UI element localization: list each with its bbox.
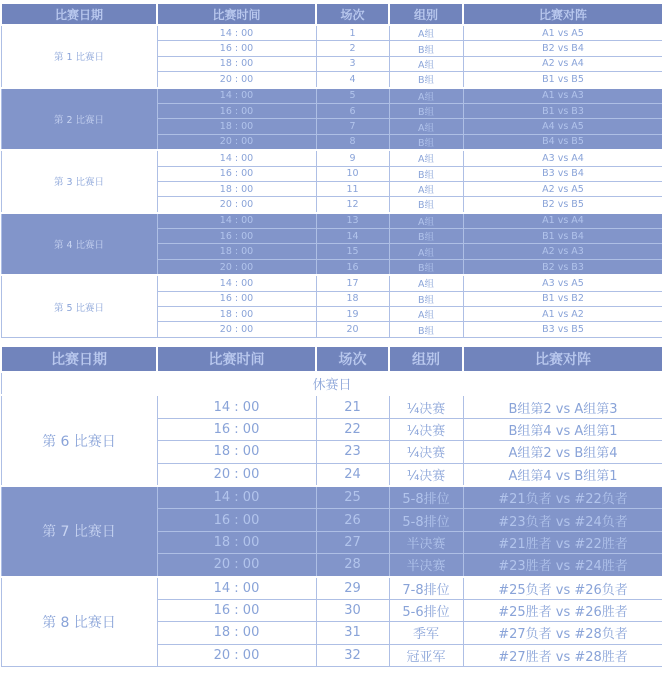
time-cell: 14 : 00 — [157, 150, 316, 166]
matchup-cell: A1 vs A2 — [463, 307, 662, 322]
group-cell: 半决赛 — [389, 531, 463, 553]
match-no-cell: 1 — [316, 25, 389, 41]
matchup-cell: A组第2 vs B组第4 — [463, 441, 662, 463]
match-no-cell: 21 — [316, 395, 389, 418]
matchup-cell: #23胜者 vs #24胜者 — [463, 554, 662, 577]
group-cell: 半决赛 — [389, 554, 463, 577]
matchup-cell: B组第4 vs A组第1 — [463, 418, 662, 440]
day-cell: 第 8 比赛日 — [1, 577, 157, 667]
matchup-cell: B3 vs B5 — [463, 322, 662, 337]
group-cell: 季军 — [389, 622, 463, 644]
group-cell: A组 — [389, 181, 463, 196]
time-cell: 14 : 00 — [157, 395, 316, 418]
group-cell: ¼决赛 — [389, 441, 463, 463]
playoff-schedule-table — [0, 345, 662, 667]
time-cell: 14 : 00 — [157, 25, 316, 41]
group-cell: ¼决赛 — [389, 463, 463, 486]
group-cell: 5-6排位 — [389, 599, 463, 621]
time-cell: 20 : 00 — [157, 644, 316, 666]
match-no-cell: 10 — [316, 166, 389, 181]
match-no-cell: 19 — [316, 307, 389, 322]
time-cell: 20 : 00 — [157, 259, 316, 275]
match-no-cell: 20 — [316, 322, 389, 337]
group-cell: A组 — [389, 150, 463, 166]
match-no-cell: 17 — [316, 275, 389, 291]
matchup-cell: #27胜者 vs #28胜者 — [463, 644, 662, 666]
time-cell: 16 : 00 — [157, 103, 316, 118]
time-cell: 14 : 00 — [157, 275, 316, 291]
match-no-cell: 27 — [316, 531, 389, 553]
matchup-cell: A2 vs A3 — [463, 244, 662, 259]
matchup-cell: #23负者 vs #24负者 — [463, 509, 662, 531]
matchup-cell: A3 vs A5 — [463, 275, 662, 291]
group-cell: B组 — [389, 72, 463, 88]
match-no-cell: 25 — [316, 486, 389, 509]
column-header-matchup: 比赛对阵 — [463, 3, 662, 25]
matchup-cell: A2 vs A4 — [463, 56, 662, 71]
matchup-cell: B1 vs B5 — [463, 72, 662, 88]
matchup-cell: A3 vs A4 — [463, 150, 662, 166]
column-header-match-no: 场次 — [316, 346, 389, 372]
time-cell: 14 : 00 — [157, 213, 316, 229]
rest-day-row — [1, 372, 662, 395]
column-header-time: 比赛时间 — [157, 3, 316, 25]
schedule-row — [1, 577, 662, 600]
match-no-cell: 9 — [316, 150, 389, 166]
match-no-cell: 5 — [316, 88, 389, 104]
time-cell: 18 : 00 — [157, 56, 316, 71]
group-cell: A组 — [389, 307, 463, 322]
group-cell: B组 — [389, 103, 463, 118]
match-no-cell: 2 — [316, 41, 389, 56]
match-no-cell: 31 — [316, 622, 389, 644]
matchup-cell: A1 vs A3 — [463, 88, 662, 104]
match-no-cell: 12 — [316, 197, 389, 213]
day-cell: 第 3 比赛日 — [1, 150, 157, 213]
match-no-cell: 32 — [316, 644, 389, 666]
time-cell: 16 : 00 — [157, 599, 316, 621]
matchup-cell: A1 vs A5 — [463, 25, 662, 41]
group-cell: 冠亚军 — [389, 644, 463, 666]
matchup-cell: B4 vs B5 — [463, 134, 662, 150]
time-cell: 18 : 00 — [157, 307, 316, 322]
column-header-group: 组别 — [389, 3, 463, 25]
day-cell: 第 4 比赛日 — [1, 213, 157, 276]
matchup-cell: B2 vs B4 — [463, 41, 662, 56]
match-no-cell: 6 — [316, 103, 389, 118]
match-no-cell: 18 — [316, 291, 389, 306]
schedule-row — [1, 395, 662, 418]
group-cell: B组 — [389, 134, 463, 150]
group-cell: A组 — [389, 275, 463, 291]
time-cell: 16 : 00 — [157, 418, 316, 440]
match-no-cell: 8 — [316, 134, 389, 150]
match-no-cell: 22 — [316, 418, 389, 440]
group-stage-schedule-table — [0, 2, 662, 338]
time-cell: 16 : 00 — [157, 509, 316, 531]
rest-day-cell: 休赛日 — [1, 372, 662, 395]
group-cell: B组 — [389, 291, 463, 306]
time-cell: 20 : 00 — [157, 554, 316, 577]
column-header-time: 比赛时间 — [157, 346, 316, 372]
header-row — [1, 3, 662, 25]
day-cell: 第 7 比赛日 — [1, 486, 157, 577]
matchup-cell: B1 vs B4 — [463, 229, 662, 244]
time-cell: 20 : 00 — [157, 72, 316, 88]
matchup-cell: A组第4 vs B组第1 — [463, 463, 662, 486]
time-cell: 20 : 00 — [157, 134, 316, 150]
group-cell: 5-8排位 — [389, 486, 463, 509]
group-cell: B组 — [389, 166, 463, 181]
matchup-cell: A2 vs A5 — [463, 181, 662, 196]
match-no-cell: 29 — [316, 577, 389, 600]
matchup-cell: #25负者 vs #26负者 — [463, 577, 662, 600]
match-no-cell: 3 — [316, 56, 389, 71]
match-no-cell: 14 — [316, 229, 389, 244]
column-header-matchup: 比赛对阵 — [463, 346, 662, 372]
time-cell: 14 : 00 — [157, 88, 316, 104]
time-cell: 18 : 00 — [157, 181, 316, 196]
group-cell: 7-8排位 — [389, 577, 463, 600]
group-cell: B组 — [389, 229, 463, 244]
group-cell: A组 — [389, 213, 463, 229]
time-cell: 14 : 00 — [157, 577, 316, 600]
match-no-cell: 13 — [316, 213, 389, 229]
group-cell: A组 — [389, 119, 463, 134]
group-cell: 5-8排位 — [389, 509, 463, 531]
matchup-cell: #27负者 vs #28负者 — [463, 622, 662, 644]
schedule-row — [1, 486, 662, 509]
day-cell: 第 1 比赛日 — [1, 25, 157, 88]
matchup-cell: B2 vs B3 — [463, 259, 662, 275]
matchup-cell: #21胜者 vs #22胜者 — [463, 531, 662, 553]
group-cell: ¼决赛 — [389, 418, 463, 440]
schedule-row — [1, 88, 662, 104]
time-cell: 16 : 00 — [157, 166, 316, 181]
schedule-row — [1, 213, 662, 229]
matchup-cell: B2 vs B5 — [463, 197, 662, 213]
day-cell: 第 2 比赛日 — [1, 88, 157, 151]
time-cell: 18 : 00 — [157, 244, 316, 259]
match-no-cell: 15 — [316, 244, 389, 259]
match-no-cell: 24 — [316, 463, 389, 486]
time-cell: 16 : 00 — [157, 41, 316, 56]
schedule-row — [1, 25, 662, 41]
time-cell: 18 : 00 — [157, 622, 316, 644]
time-cell: 20 : 00 — [157, 322, 316, 337]
match-no-cell: 30 — [316, 599, 389, 621]
matchup-cell: A4 vs A5 — [463, 119, 662, 134]
schedule-row — [1, 150, 662, 166]
matchup-cell: #25胜者 vs #26胜者 — [463, 599, 662, 621]
match-no-cell: 23 — [316, 441, 389, 463]
group-cell: A组 — [389, 25, 463, 41]
column-header-match-no: 场次 — [316, 3, 389, 25]
match-no-cell: 7 — [316, 119, 389, 134]
group-cell: B组 — [389, 41, 463, 56]
matchup-cell: B1 vs B3 — [463, 103, 662, 118]
group-cell: A组 — [389, 244, 463, 259]
time-cell: 14 : 00 — [157, 486, 316, 509]
time-cell: 18 : 00 — [157, 119, 316, 134]
matchup-cell: B3 vs B4 — [463, 166, 662, 181]
group-cell: A组 — [389, 88, 463, 104]
time-cell: 20 : 00 — [157, 197, 316, 213]
match-no-cell: 4 — [316, 72, 389, 88]
time-cell: 20 : 00 — [157, 463, 316, 486]
match-no-cell: 28 — [316, 554, 389, 577]
matchup-cell: B组第2 vs A组第3 — [463, 395, 662, 418]
group-cell: ¼决赛 — [389, 395, 463, 418]
match-no-cell: 11 — [316, 181, 389, 196]
match-no-cell: 16 — [316, 259, 389, 275]
group-cell: A组 — [389, 56, 463, 71]
day-cell: 第 6 比赛日 — [1, 395, 157, 486]
group-cell: B组 — [389, 322, 463, 337]
time-cell: 18 : 00 — [157, 531, 316, 553]
column-header-group: 组别 — [389, 346, 463, 372]
group-cell: B组 — [389, 259, 463, 275]
day-cell: 第 5 比赛日 — [1, 275, 157, 337]
column-header-date: 比赛日期 — [1, 346, 157, 372]
time-cell: 16 : 00 — [157, 291, 316, 306]
header-row — [1, 346, 662, 372]
matchup-cell: A1 vs A4 — [463, 213, 662, 229]
time-cell: 16 : 00 — [157, 229, 316, 244]
matchup-cell: B1 vs B2 — [463, 291, 662, 306]
time-cell: 18 : 00 — [157, 441, 316, 463]
schedule-row — [1, 275, 662, 291]
match-no-cell: 26 — [316, 509, 389, 531]
matchup-cell: #21负者 vs #22负者 — [463, 486, 662, 509]
column-header-date: 比赛日期 — [1, 3, 157, 25]
group-cell: B组 — [389, 197, 463, 213]
